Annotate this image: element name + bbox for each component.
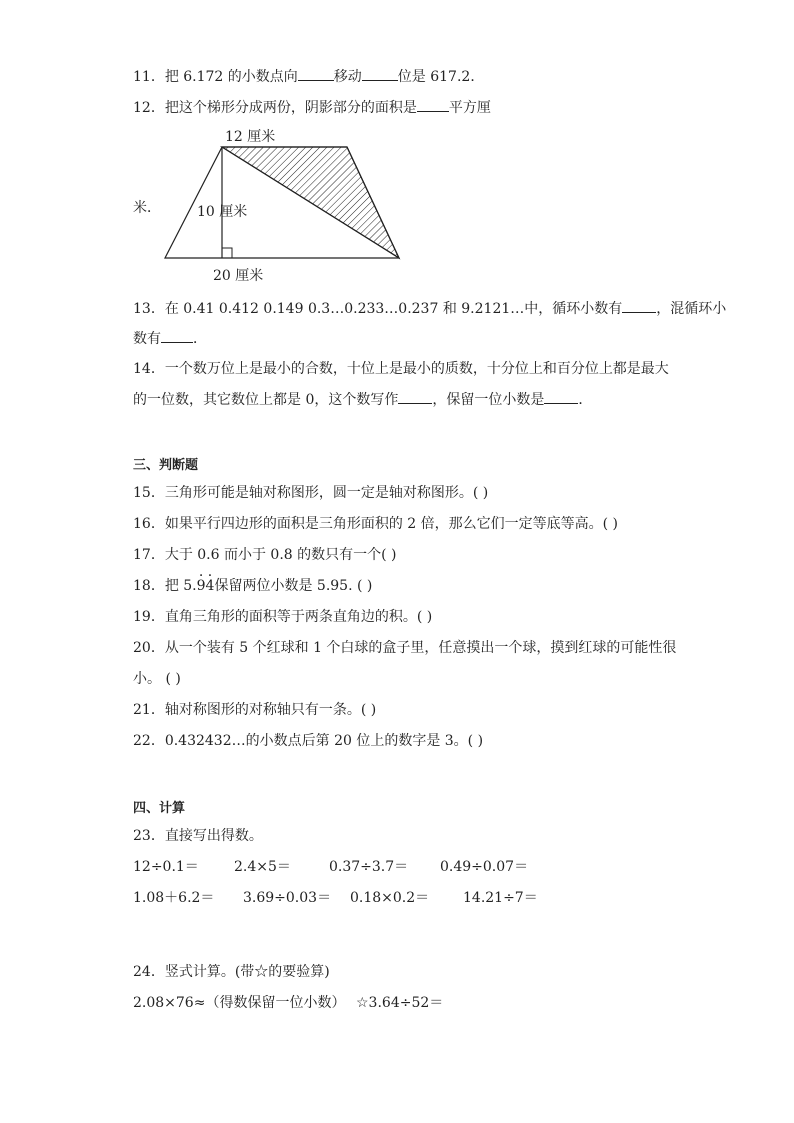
calc-item: 14.21÷7＝: [463, 890, 538, 906]
q14-text-d: ．: [578, 392, 593, 408]
q18-repeating-digit-1: · 9: [197, 576, 206, 596]
question-18: [133, 576, 372, 596]
q11-text-c: 位是 617.2．: [397, 69, 485, 85]
question-17: 17．大于 0.6 而小于 0.8 的数只有一个( ): [133, 547, 397, 563]
q12-text-b: 平方厘: [448, 100, 491, 116]
question-13-line-2: [133, 328, 207, 349]
q12-tail: 米．: [133, 200, 161, 216]
q13-text-b: ，混循环小: [656, 301, 727, 317]
calc-item: 3.69÷0.03＝: [243, 890, 332, 906]
calc-item: 0.18×0.2＝: [350, 890, 430, 906]
label-top-base: 12 厘米: [225, 129, 276, 145]
question-22: 22．0.432432…的小数点后第 20 位上的数字是 3。( ): [133, 733, 484, 749]
q13-text-c: 数有: [133, 331, 161, 347]
label-bottom-base: 20 厘米: [213, 268, 264, 284]
q11-text-a: 11．把 6.172 的小数点向: [133, 69, 298, 85]
section-3-title: 三、判断题: [133, 458, 199, 473]
question-24-title: 24．竖式计算。(带☆的要验算): [133, 964, 330, 980]
q13-text-a: 13．在 0.41 0.412 0.149 0.3…0.233…0.237 和 9.2121…中，循环小数有: [133, 301, 623, 317]
q14-blank-2[interactable]: [544, 389, 578, 404]
q14-text-b: 的一位数，其它数位上都是 0，这个数写作: [133, 392, 399, 408]
q14-blank-1[interactable]: [398, 389, 432, 404]
q14-text-c: ，保留一位小数是: [432, 392, 545, 408]
q18-repeating-digit-2: · 4: [206, 576, 215, 596]
question-20-line-2: 小。 ( ): [133, 671, 181, 687]
question-16: 16．如果平行四边形的面积是三角形面积的 2 倍，那么它们一定等底等高。( ): [133, 516, 618, 532]
calc-item: 2.4×5＝: [234, 859, 291, 875]
question-21: 21．轴对称图形的对称轴只有一条。( ): [133, 702, 377, 718]
question-13-line-1: [133, 298, 726, 319]
question-19: 19．直角三角形的面积等于两条直角边的积。( ): [133, 609, 433, 625]
calc-item: 12÷0.1＝: [133, 859, 199, 875]
q13-text-d: ．: [193, 331, 207, 347]
right-angle-mark: [222, 248, 232, 258]
q24-item-a: 2.08×76≈（得数保留一位小数）: [133, 995, 346, 1011]
question-14-line-2: [133, 389, 592, 410]
calc-item: 0.49÷0.07＝: [440, 859, 529, 875]
q18-text-b: 保留两位小数是 5.95. ( ): [214, 578, 373, 594]
calc-item: 1.08＋6.2＝: [133, 890, 215, 906]
q13-blank-2[interactable]: [161, 328, 193, 343]
q24-item-b: ☆3.64÷52＝: [356, 995, 444, 1011]
section-4-title: 四、计算: [133, 801, 186, 816]
question-20-line-1: 20．从一个装有 5 个红球和 1 个白球的盒子里，任意摸出一个球，摸到红球的可能性很: [133, 640, 677, 656]
q11-text-b: 移动: [333, 69, 362, 85]
question-23-title: 23．直接写出得数。: [133, 828, 263, 844]
trapezoid-diagram: [0, 0, 794, 300]
q13-blank-1[interactable]: [622, 298, 656, 313]
calc-item: 0.37÷3.7＝: [329, 859, 409, 875]
label-height: 10 厘米: [197, 204, 248, 220]
question-15: 15．三角形可能是轴对称图形，圆一定是轴对称图形。( ): [133, 485, 489, 501]
q18-text-a: 18．把 5.: [133, 578, 197, 594]
q12-text-a: 12．把这个梯形分成两份，阴影部分的面积是: [133, 100, 417, 116]
question-14-line-1: 14．一个数万位上是最小的合数，十位上是最小的质数，十分位上和百分位上都是最大: [133, 361, 669, 377]
